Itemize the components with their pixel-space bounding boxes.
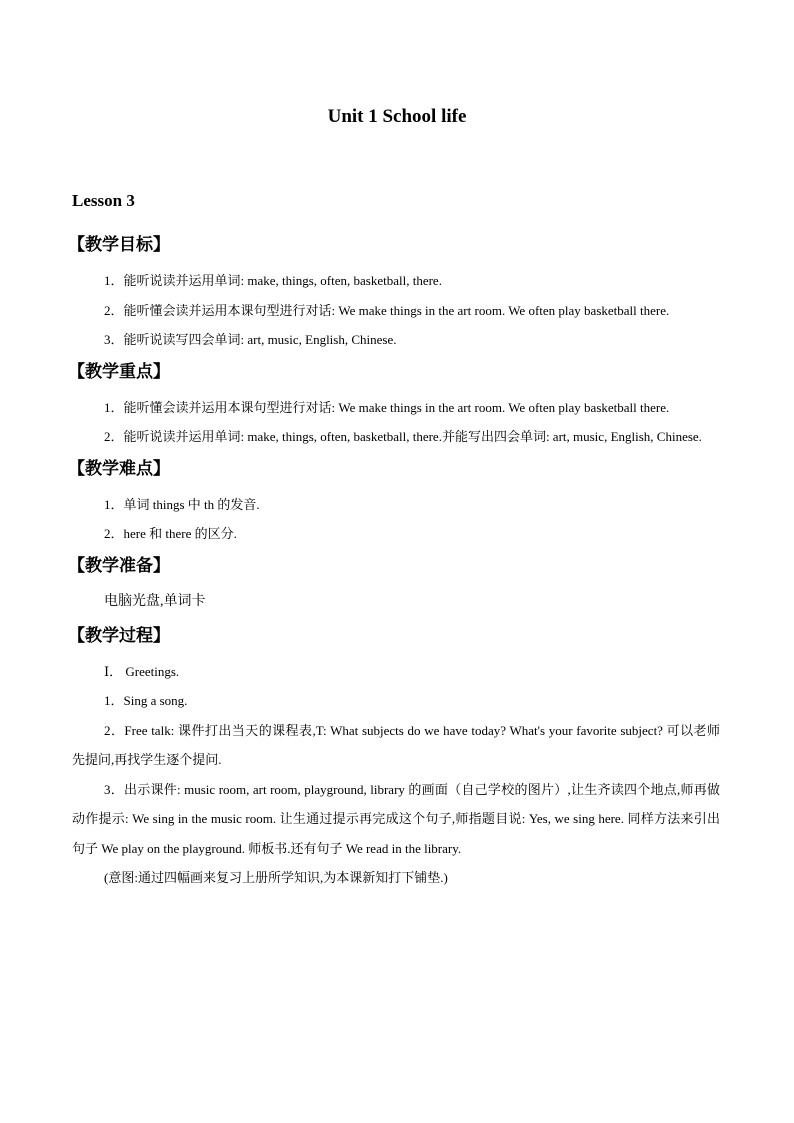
section-heading-process: 【教学过程】 <box>68 625 170 646</box>
process-item-greetings: Ⅰ． Greetings. <box>104 663 180 679</box>
process-item-1: 1．Sing a song. <box>104 693 188 708</box>
section-heading-preparation: 【教学准备】 <box>68 555 170 576</box>
document-body <box>68 228 720 893</box>
goal-item-2: 2．能听懂会读并运用本课句型进行对话: We make things in the art room. We often play basketball there. <box>104 302 670 318</box>
section-heading-goals: 【教学目标】 <box>68 235 170 255</box>
section-heading-difficult-points: 【教学难点】 <box>68 458 170 479</box>
lesson-heading: Lesson 3 <box>72 191 135 210</box>
difficult-item-1: 1．单词 things 中 th 的发音. <box>104 496 260 512</box>
section-heading-key-points: 【教学重点】 <box>68 361 170 382</box>
process-intent-note: (意图:通过四幅画来复习上册所学知识,为本课新知打下铺垫.) <box>104 870 448 885</box>
document-title: Unit 1 School life <box>327 106 467 127</box>
difficult-item-2: 2．here 和 there 的区分. <box>104 526 237 541</box>
goal-item-3: 3．能听说读写四会单词: art, music, English, Chinese. <box>104 332 397 347</box>
preparation-text: 电脑光盘,单词卡 <box>104 593 206 609</box>
key-item-1: 1．能听懂会读并运用本课句型进行对话: We make things in the art room. We often play basketball there. <box>104 399 670 415</box>
process-item-3: 3．出示课件: music room, art room, playground, library 的画面（自己学校的图片）,让生齐读四个地点,师再做动作提示: We sing in the music room. 让生通过提示再完成这个句子,师指题目说: Yes, we sing here. 同样方法来引出句子 We play on the playground. 师板书.还有句子 We read in the library. <box>72 781 720 856</box>
key-item-2: 2．能听说读并运用单词: make, things, often, basketball, there.并能写出四会单词: art, music, English, Chinese. <box>104 429 702 444</box>
process-item-2: 2．Free talk: 课件打出当天的课程表,T: What subjects do we have today? What's your favorite subject? 可以老师先提问,再找学生逐个提问. <box>72 722 720 767</box>
goal-item-1: 1．能听说读并运用单词: make, things, often, basketball, there. <box>104 273 442 288</box>
